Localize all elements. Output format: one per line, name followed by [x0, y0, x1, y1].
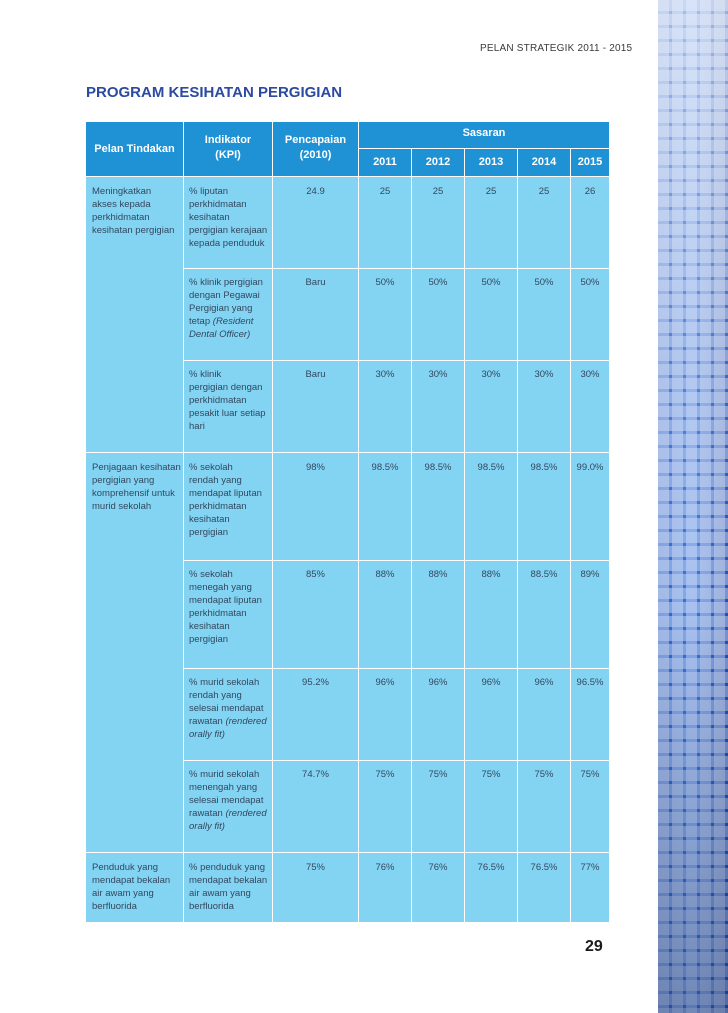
pencapaian-cell: Baru: [305, 277, 326, 288]
sasaran-cell: 75%: [534, 769, 554, 780]
sasaran-cell: 77%: [580, 862, 600, 873]
kpi-italic-text: (rendered orally fit): [189, 808, 267, 832]
table-row: [86, 760, 609, 852]
pencapaian-cell: 75%: [305, 862, 325, 873]
running-head: PELAN STRATEGIK 2011 - 2015: [480, 43, 633, 54]
sasaran-cell: 88.5%: [530, 569, 558, 580]
sasaran-cell: 25: [379, 186, 391, 197]
sasaran-cell: 25: [485, 186, 497, 197]
sasaran-cell: 30%: [481, 369, 501, 380]
sasaran-cell: 50%: [580, 277, 600, 288]
kpi-table: [86, 122, 609, 922]
sasaran-cell: 76%: [375, 862, 395, 873]
pencapaian-cell: 95.2%: [302, 677, 329, 688]
header-pencapaian-line1: Pencapaian: [284, 134, 347, 146]
sasaran-cell: 99.0%: [576, 462, 604, 473]
sasaran-cell: 88%: [375, 569, 395, 580]
sasaran-cell: 76.5%: [530, 862, 558, 873]
kpi-cell: [189, 276, 273, 341]
decorative-side-band: [658, 0, 728, 1013]
pencapaian-cell: 74.7%: [302, 769, 329, 780]
header-year: 2012: [425, 156, 451, 168]
sasaran-cell: 88%: [428, 569, 448, 580]
kpi-text: % sekolah rendah yang mendapat liputan perkhidmatan kesihatan pergigian: [189, 462, 262, 538]
table-row: [86, 360, 609, 452]
kpi-cell: [189, 568, 273, 646]
page-number: 29: [585, 938, 603, 955]
sasaran-cell: 75%: [375, 769, 395, 780]
pencapaian-cell: 98%: [305, 462, 325, 473]
sasaran-cell: 98.5%: [371, 462, 399, 473]
header-indikator: [184, 133, 272, 163]
sasaran-cell: 75%: [580, 769, 600, 780]
kpi-text: % murid sekolah menengah yang selesai mendapat rawatan: [189, 769, 264, 819]
pelan-tindakan-cell: Penduduk yang mendapat bekalan air awam yang berfluorida: [92, 862, 171, 912]
header-indikator-line1: Indikator: [204, 134, 252, 146]
kpi-cell: [189, 676, 273, 741]
pelan-tindakan-cell: Meningkatkan akses kepada perkhidmatan kesihatan pergigian: [92, 186, 175, 236]
table-row: [86, 560, 609, 668]
kpi-text: % penduduk yang mendapat bekalan air awam yang berfluorida: [189, 862, 268, 912]
kpi-cell: [189, 768, 273, 833]
sasaran-cell: 26: [584, 186, 596, 197]
sasaran-cell: 89%: [580, 569, 600, 580]
table-header: [86, 122, 609, 176]
sasaran-cell: 96%: [481, 677, 501, 688]
page-title: PROGRAM KESIHATAN PERGIGIAN: [86, 84, 343, 101]
kpi-italic-text: (Resident Dental Officer): [189, 316, 254, 340]
table-row: [86, 268, 609, 360]
kpi-text: % klinik pergigian dengan Pegawai Pergigian yang tetap: [189, 277, 263, 327]
kpi-cell: [189, 368, 273, 433]
kpi-text: % liputan perkhidmatan kesihatan pergigian kerajaan kepada penduduk: [189, 186, 268, 249]
sasaran-cell: 76.5%: [477, 862, 505, 873]
kpi-cell: [189, 185, 273, 250]
sasaran-cell: 30%: [428, 369, 448, 380]
header-pencapaian-line2: (2010): [299, 149, 332, 161]
header-year: 2015: [577, 156, 603, 168]
kpi-text: % sekolah menegah yang mendapat liputan perkhidmatan kesihatan pergigian: [189, 569, 262, 645]
table-row: [86, 852, 609, 923]
sasaran-cell: 50%: [534, 277, 554, 288]
header-pelan-tindakan: Pelan Tindakan: [94, 143, 175, 155]
sasaran-cell: 30%: [534, 369, 554, 380]
sasaran-cell: 76%: [428, 862, 448, 873]
header-year: 2014: [531, 156, 557, 168]
sasaran-cell: 50%: [375, 277, 395, 288]
sasaran-cell: 75%: [481, 769, 501, 780]
pelan-tindakan-cell: Penjagaan kesihatan pergigian yang komprehensif untuk murid sekolah: [92, 462, 181, 512]
kpi-cell: [189, 461, 273, 539]
kpi-italic-text: (rendered orally fit): [189, 716, 267, 740]
sasaran-cell: 96%: [428, 677, 448, 688]
table-body: [86, 176, 609, 922]
sasaran-cell: 50%: [481, 277, 501, 288]
table-row: [86, 452, 609, 561]
sasaran-cell: 50%: [428, 277, 448, 288]
kpi-text: % klinik pergigian dengan perkhidmatan pesakit luar setiap hari: [189, 369, 266, 432]
kpi-text: % murid sekolah rendah yang selesai mendapat rawatan: [189, 677, 264, 727]
pencapaian-cell: Baru: [305, 369, 326, 380]
sasaran-cell: 96.5%: [576, 677, 604, 688]
header-year: 2011: [373, 156, 397, 168]
sasaran-cell: 30%: [580, 369, 600, 380]
sasaran-cell: 88%: [481, 569, 501, 580]
sasaran-cell: 98.5%: [477, 462, 505, 473]
pencapaian-cell: 85%: [305, 569, 325, 580]
table-row: [86, 176, 609, 269]
sasaran-cell: 98.5%: [424, 462, 452, 473]
sasaran-cell: 96%: [375, 677, 395, 688]
header-pencapaian: [273, 133, 358, 163]
kpi-cell: [189, 861, 273, 913]
sasaran-cell: 25: [538, 186, 550, 197]
pencapaian-cell: 24.9: [306, 186, 325, 197]
header-year: 2013: [478, 156, 504, 168]
sasaran-cell: 98.5%: [530, 462, 558, 473]
sasaran-cell: 96%: [534, 677, 554, 688]
sasaran-cell: 75%: [428, 769, 448, 780]
header-sasaran: Sasaran: [462, 127, 506, 139]
header-indikator-line2: (KPI): [215, 149, 241, 161]
table-row: [86, 668, 609, 760]
sasaran-cell: 25: [432, 186, 444, 197]
sasaran-cell: 30%: [375, 369, 395, 380]
